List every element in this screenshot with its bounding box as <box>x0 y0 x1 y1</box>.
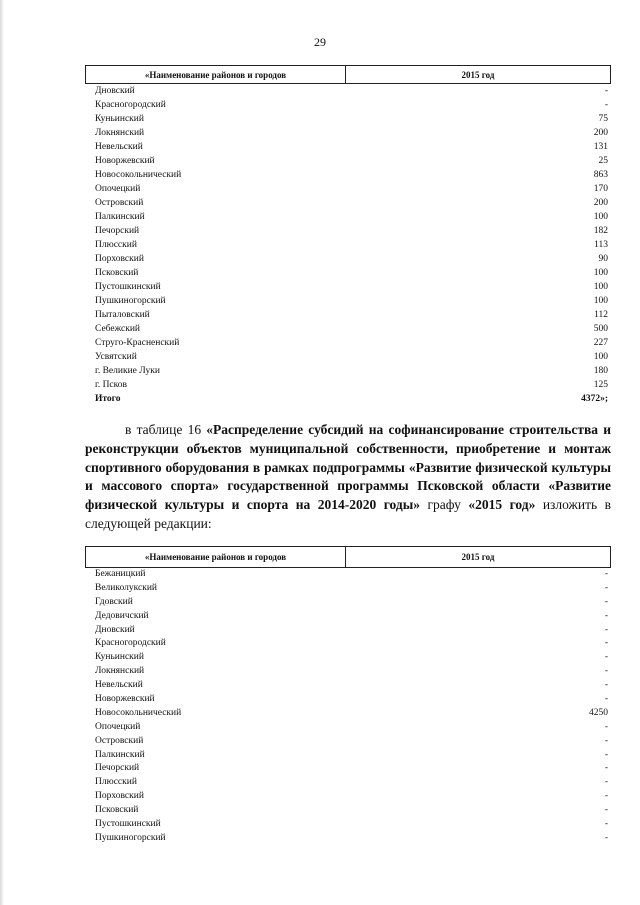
table-row <box>95 84 611 98</box>
district-name: Куньинский <box>95 652 144 663</box>
subsidy-value: 863 <box>593 170 608 180</box>
district-name: Струго-Красненский <box>95 338 180 348</box>
table-row <box>95 582 611 596</box>
district-name: Новоржевский <box>95 156 155 166</box>
header-district-name: «Наименование районов и городов <box>86 547 346 567</box>
subsidy-value: - <box>604 582 608 593</box>
paragraph-middle: графу <box>420 497 469 513</box>
district-name: Островский <box>95 735 144 746</box>
table-row <box>95 98 611 112</box>
district-name: Порховский <box>95 791 144 802</box>
subsidy-value: 75 <box>598 114 608 124</box>
table-row <box>95 336 611 350</box>
subsidy-value: 25 <box>598 156 608 166</box>
district-name: Невельский <box>95 680 143 691</box>
table-row <box>95 596 611 610</box>
subsidy-value: - <box>604 819 608 830</box>
paragraph-ending: изложить в следующей редакции: <box>85 497 611 531</box>
subsidy-value: - <box>604 666 608 677</box>
subsidy-value: 227 <box>593 338 608 348</box>
table-row <box>95 818 611 832</box>
district-name: Бежаницкий <box>95 569 146 579</box>
district-name: Дедовичский <box>95 610 149 621</box>
table-row <box>95 624 611 638</box>
subsidy-value: 180 <box>593 366 608 376</box>
district-name: Себежский <box>95 324 140 334</box>
subsidy-value: 200 <box>593 128 608 138</box>
table-row <box>95 140 611 154</box>
subsidy-value: 100 <box>593 296 608 306</box>
district-name: Печорский <box>95 226 140 236</box>
district-name: Новосокольнический <box>95 707 182 718</box>
district-name: Новоржевский <box>95 694 155 705</box>
table-row <box>95 749 611 763</box>
subsidy-value: - <box>604 680 608 691</box>
table-body <box>95 84 611 406</box>
header-year-2015: 2015 год <box>461 552 495 562</box>
table-row <box>95 280 611 294</box>
table-body <box>95 568 611 846</box>
table-row <box>95 126 611 140</box>
district-name: Пустошкинский <box>95 819 161 830</box>
table-row <box>95 266 611 280</box>
subsidy-value: 90 <box>598 254 608 264</box>
table-row <box>95 610 611 624</box>
table-row <box>95 224 611 238</box>
subsidy-value: 500 <box>593 324 608 334</box>
column-name: «2015 год» <box>468 497 536 513</box>
subsidy-value: - <box>604 791 608 802</box>
table-row <box>95 168 611 182</box>
district-name: Плюсский <box>95 777 137 788</box>
table-row <box>95 252 611 266</box>
district-name: Дновский <box>95 86 135 96</box>
subsidy-value: - <box>604 624 608 635</box>
subsidy-table-2 <box>85 546 611 846</box>
subsidy-value: - <box>604 777 608 788</box>
header-district-name: «Наименование районов и городов <box>86 66 346 83</box>
table-row <box>95 804 611 818</box>
district-name: Усвятский <box>95 352 137 362</box>
subsidy-value: - <box>604 721 608 732</box>
district-name: Куньинский <box>95 114 144 124</box>
subsidy-value: 4250 <box>589 707 608 718</box>
table-row <box>95 322 611 336</box>
district-name: Печорский <box>95 763 140 774</box>
header-year-2015: 2015 год <box>461 70 495 80</box>
district-name: Палкинский <box>95 749 145 760</box>
subsidy-value: 100 <box>593 268 608 278</box>
district-name: Гдовский <box>95 596 133 607</box>
district-name: Красногородский <box>95 100 166 110</box>
district-name: Локнянский <box>95 128 145 138</box>
subsidy-value: - <box>604 100 608 110</box>
total-value: 4372»; <box>581 394 608 404</box>
table-row <box>95 651 611 665</box>
subsidy-value: - <box>604 749 608 760</box>
scan-edge-shadow <box>0 0 4 905</box>
subsidy-value: - <box>604 805 608 816</box>
table-header <box>85 65 611 84</box>
district-name: г. Псков <box>95 380 128 390</box>
district-name: Пустошкинский <box>95 282 161 292</box>
subsidy-value: - <box>604 694 608 705</box>
district-name: Палкинский <box>95 212 145 222</box>
district-name: Дновский <box>95 624 135 635</box>
total-label: Итого <box>95 394 121 404</box>
district-name: Пыталовский <box>95 310 150 320</box>
table-row <box>95 707 611 721</box>
table-row <box>95 832 611 846</box>
subsidy-value: 100 <box>593 282 608 292</box>
subsidy-value: 182 <box>593 226 608 236</box>
district-name: Красногородский <box>95 638 166 649</box>
district-name: Псковский <box>95 805 139 816</box>
table-row <box>95 210 611 224</box>
table-row <box>95 665 611 679</box>
subsidy-value: 113 <box>594 240 608 250</box>
subsidy-value: - <box>604 638 608 649</box>
district-name: Островский <box>95 198 144 208</box>
subsidy-value: - <box>604 86 608 96</box>
table-row <box>95 568 611 582</box>
subsidy-value: - <box>604 735 608 746</box>
subsidy-value: 125 <box>593 380 608 390</box>
table-row <box>95 112 611 126</box>
table-row <box>95 182 611 196</box>
district-name: Опочецкий <box>95 184 141 194</box>
district-name: Псковский <box>95 268 139 278</box>
district-name: Плюсский <box>95 240 137 250</box>
district-name: Порховский <box>95 254 144 264</box>
district-name: Невельский <box>95 142 143 152</box>
paragraph-intro: в таблице 16 <box>125 422 207 437</box>
table-title-quote: «Распределение субсидий на софинансирование строительства и реконструкции объектов муниципальной собственности, приобретение и монтаж спортивного оборудования в рамках подпрограммы «Развитие физической культуры и массового спорта» государственной программы Псковской области «Развитие физической культуры и спорта на 2014-2020 годы» <box>85 422 611 513</box>
table-row <box>95 762 611 776</box>
subsidy-value: - <box>604 569 608 579</box>
subsidy-value: - <box>604 610 608 621</box>
table-row <box>95 693 611 707</box>
table-row <box>95 294 611 308</box>
table-row <box>95 679 611 693</box>
district-name: г. Великие Луки <box>95 366 160 376</box>
district-name: Великолукский <box>95 582 158 593</box>
subsidy-value: 170 <box>593 184 608 194</box>
district-name: Локнянский <box>95 666 145 677</box>
subsidy-value: 100 <box>593 212 608 222</box>
subsidy-value: - <box>604 652 608 663</box>
table-row <box>95 637 611 651</box>
subsidy-value: 131 <box>593 142 608 152</box>
district-name: Пушкиногорский <box>95 832 166 843</box>
table-row <box>95 364 611 378</box>
subsidy-value: 200 <box>593 198 608 208</box>
district-name: Новосокольнический <box>95 170 182 180</box>
subsidy-value: - <box>604 832 608 843</box>
subsidy-value: 100 <box>593 352 608 362</box>
amendment-paragraph <box>85 421 611 534</box>
page-number: 29 <box>314 35 326 49</box>
table-row <box>95 154 611 168</box>
table-row <box>95 378 611 392</box>
district-name: Пушкиногорский <box>95 296 166 306</box>
total-row <box>95 392 611 406</box>
table-row <box>95 776 611 790</box>
table-row <box>95 308 611 322</box>
table-row <box>95 350 611 364</box>
district-name: Опочецкий <box>95 721 141 732</box>
subsidy-table-1 <box>85 65 611 406</box>
table-row <box>95 196 611 210</box>
table-header <box>85 546 611 568</box>
subsidy-value: - <box>604 596 608 607</box>
table-row <box>95 735 611 749</box>
table-row <box>95 790 611 804</box>
table-row <box>95 721 611 735</box>
subsidy-value: 112 <box>594 310 608 320</box>
subsidy-value: - <box>604 763 608 774</box>
table-row <box>95 238 611 252</box>
